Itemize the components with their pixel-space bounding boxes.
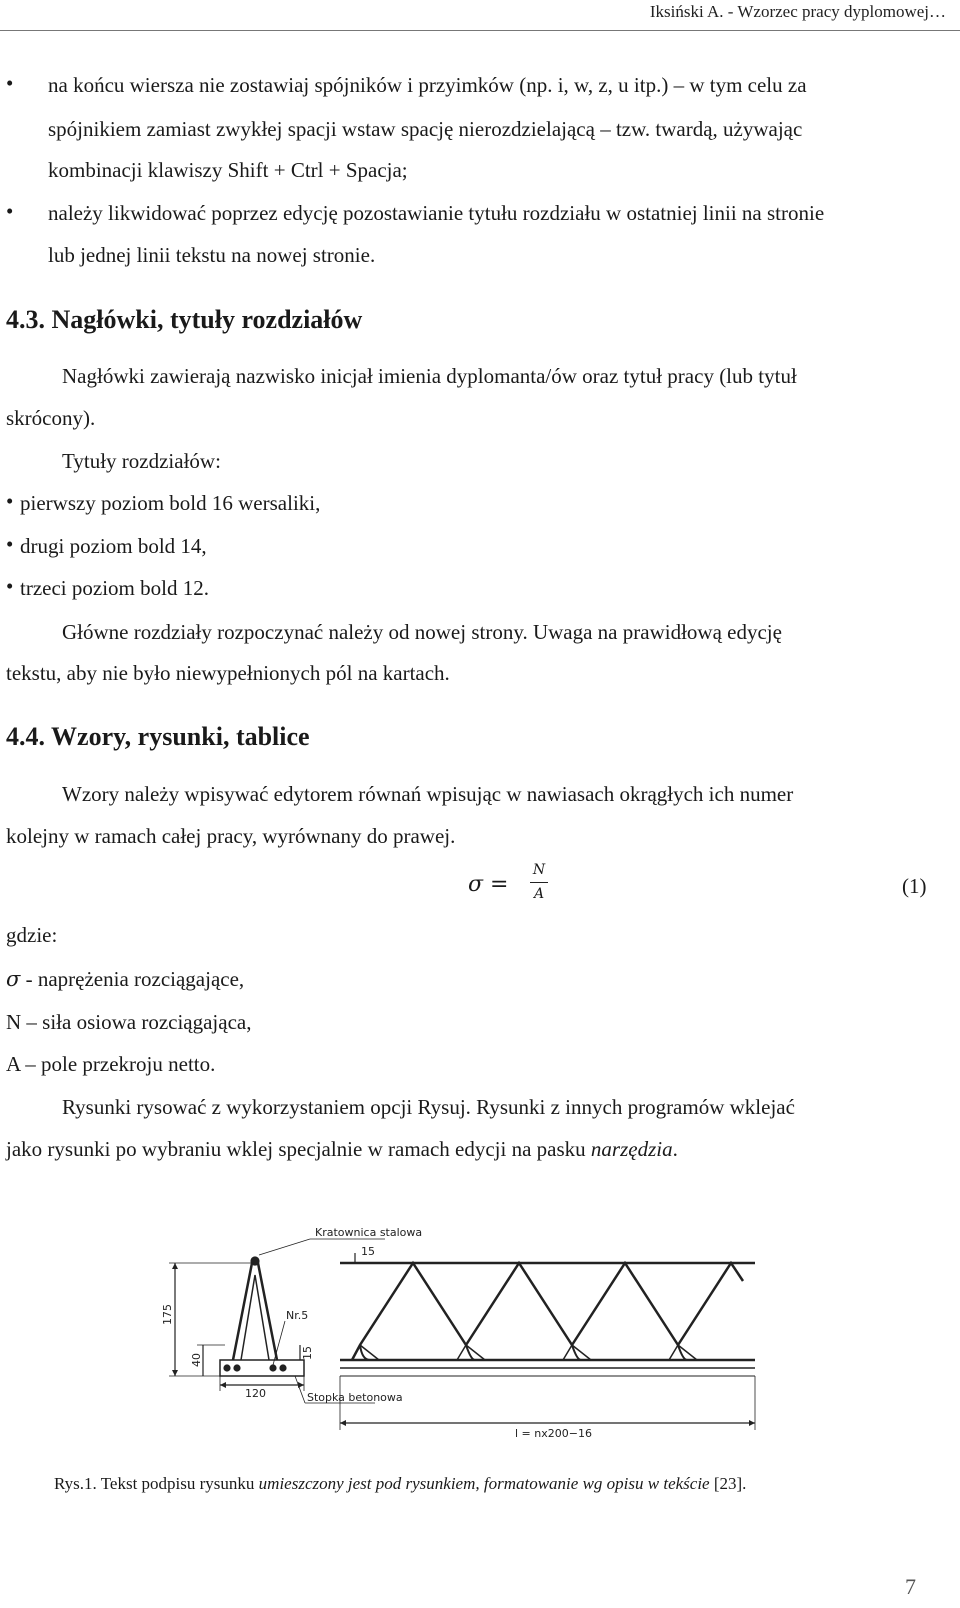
- equation-number: (1): [902, 874, 927, 898]
- bottom-bar-circle: [234, 1365, 240, 1371]
- list-item: pierwszy poziom bold 16 wersaliki,: [20, 491, 321, 515]
- fraction-bar: [530, 882, 548, 883]
- bottom-bar-circle: [280, 1365, 286, 1371]
- paragraph-line: Wzory należy wpisywać edytorem równań wpisując w nawiasach okrągłych ich numer: [62, 782, 794, 806]
- equation-denominator: A: [533, 886, 545, 902]
- definition-sigma: [6, 965, 244, 993]
- dim-l: l = nx200−16: [515, 1427, 592, 1440]
- paragraph-line: kolejny w ramach całej pracy, wyrównany do prawej.: [6, 824, 456, 848]
- bottom-bar-circle: [224, 1365, 230, 1371]
- truss-feet: [360, 1345, 697, 1360]
- list-item-line: lub jednej linii tekstu na nowej stronie.: [48, 243, 376, 267]
- list-item: trzeci poziom bold 12.: [20, 576, 209, 600]
- equation-lhs: σ =: [468, 872, 509, 897]
- paragraph-line: Główne rozdziały rozpoczynać należy od nowej strony. Uwaga na prawidłową edycję: [62, 620, 782, 644]
- top-bar-circle: [251, 1257, 259, 1265]
- paragraph-line: tekstu, aby nie było niewypełnionych pól na kartach.: [6, 661, 450, 685]
- equation-numerator: N: [532, 862, 546, 878]
- list-item-line: kombinacji klawiszy Shift + Ctrl + Spacja;: [48, 158, 408, 182]
- dim-15-top: 15: [361, 1245, 375, 1258]
- label-base: Stopka betonowa: [307, 1391, 403, 1404]
- leader-line: [259, 1239, 310, 1255]
- definition-text: - naprężenia rozciągające,: [20, 967, 245, 991]
- truss-bends: [360, 1345, 687, 1360]
- header-rule: [0, 30, 960, 31]
- definition-a: A – pole przekroju netto.: [6, 1052, 216, 1076]
- caption-text: Rys.1. Tekst podpisu rysunku: [54, 1474, 259, 1493]
- list-item-line: spójnikiem zamiast zwykłej spacji wstaw spację nierozdzielającą – tzw. twardą, używając: [48, 117, 803, 141]
- paragraph-line: [6, 1135, 678, 1163]
- paragraph-text: jako rysunki po wybraniu wklej specjalnie w ramach edycji na pasku: [6, 1137, 591, 1161]
- figure-caption: [54, 1474, 746, 1494]
- list-item-line: na końcu wiersza nie zostawiaj spójników i przyimków (np. i, w, z, u itp.) – w tym celu za: [48, 73, 807, 97]
- list-item-line: należy likwidować poprzez edycję pozostawianie tytułu rozdziału w ostatniej linii na stronie: [48, 201, 825, 225]
- caption-emphasis: umieszczony jest pod rysunkiem, formatowanie wg opisu w tekście: [258, 1474, 710, 1493]
- bullet-icon: •: [6, 489, 14, 513]
- truss-figure: [155, 1225, 795, 1440]
- caption-text: [23].: [709, 1474, 747, 1493]
- sigma-symbol: σ: [6, 967, 21, 991]
- paragraph-line: skrócony).: [6, 406, 96, 430]
- leader-line: [295, 1376, 305, 1403]
- emphasis-text: narzędzia: [590, 1137, 673, 1161]
- dim-15-right: 15: [301, 1346, 314, 1360]
- label-truss: Kratownica stalowa: [315, 1226, 423, 1239]
- truss-diagonals: [352, 1263, 743, 1360]
- page-number: 7: [905, 1574, 916, 1599]
- dim-120: 120: [245, 1387, 266, 1400]
- dim-40: 40: [190, 1353, 203, 1367]
- bullet-icon: •: [6, 71, 14, 95]
- list-item: drugi poziom bold 14,: [20, 534, 207, 558]
- definition-n: N – siła osiowa rozciągająca,: [6, 1010, 252, 1034]
- bullet-icon: •: [6, 532, 14, 556]
- running-header: Iksiński A. - Wzorzec pracy dyplomowej…: [649, 2, 946, 21]
- paragraph-line: Tytuły rozdziałów:: [62, 449, 221, 473]
- paragraph-line: Rysunki rysować z wykorzystaniem opcji Rysuj. Rysunki z innych programów wklejać: [62, 1095, 795, 1119]
- label-nr: Nr.5: [286, 1309, 309, 1322]
- concrete-base-section: [220, 1360, 304, 1376]
- bullet-icon: •: [6, 574, 14, 598]
- where-label: gdzie:: [6, 923, 58, 947]
- paragraph-text: .: [672, 1137, 678, 1161]
- section-heading: 4.4. Wzory, rysunki, tablice: [6, 722, 310, 751]
- section-heading: 4.3. Nagłówki, tytuły rozdziałów: [6, 305, 363, 334]
- bullet-icon: •: [6, 199, 14, 223]
- paragraph-line: Nagłówki zawierają nazwisko inicjał imienia dyplomanta/ów oraz tytuł pracy (lub tytuł: [62, 364, 797, 388]
- bottom-bar-circle: [270, 1365, 276, 1371]
- dim-175: 175: [161, 1304, 174, 1325]
- truss-section-wire: [241, 1275, 269, 1360]
